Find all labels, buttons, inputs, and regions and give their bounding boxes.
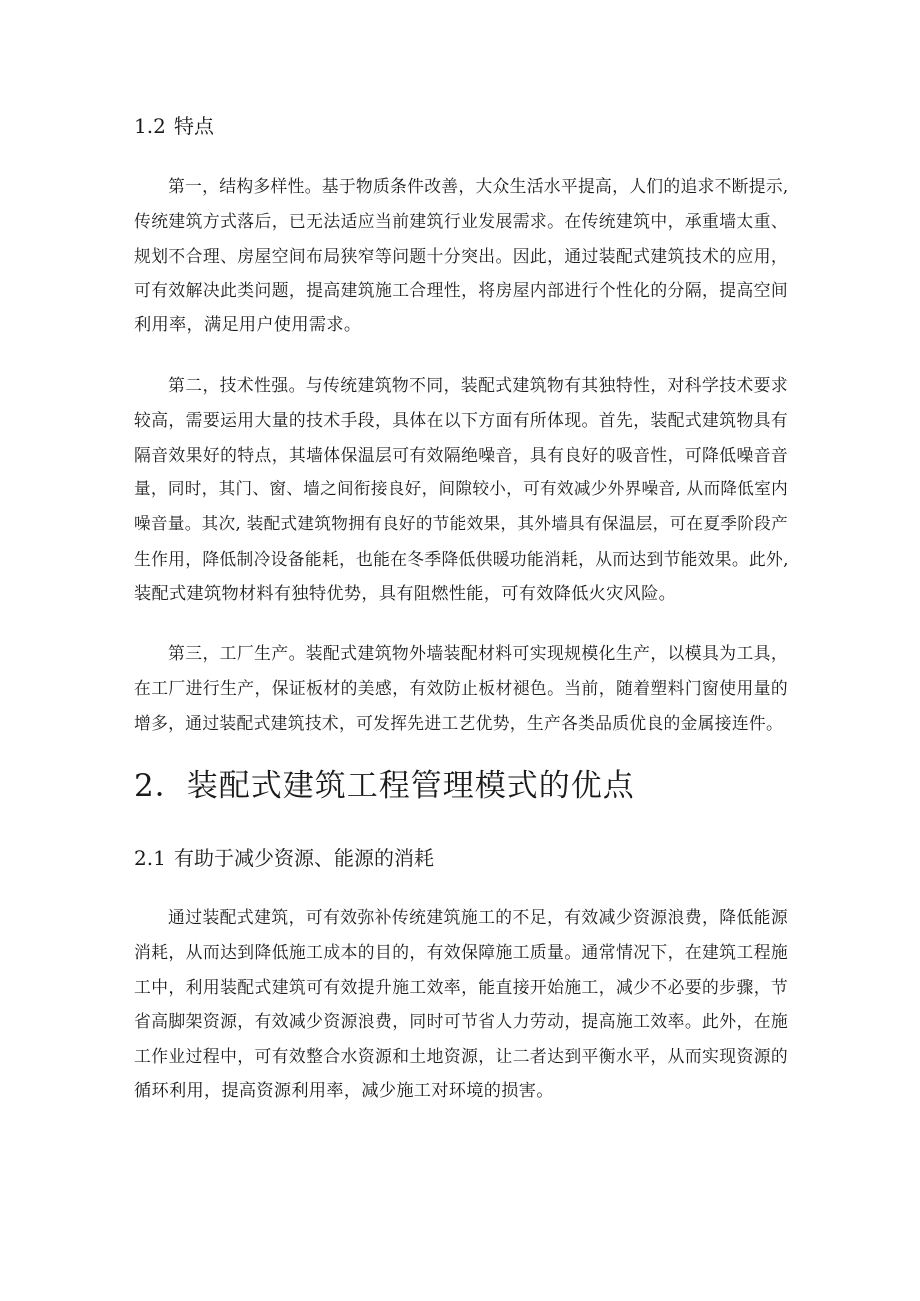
- text-line: 隔音效果好的特点，其墙体保温层可有效隔绝噪音，具有良好的吸音性，可降低噪音音: [134, 444, 788, 465]
- text-line: 增多，通过装配式建筑技术，可发挥先进工艺优势，生产各类品质优良的金属接连件。: [134, 712, 784, 733]
- text-line: 装配式建筑物材料有独特优势，具有阻燃性能，可有效降低火灾风险。: [134, 583, 677, 604]
- section-title: 特点: [174, 114, 214, 138]
- text-line: 可有效解决此类问题，提高建筑施工合理性，将房屋内部进行个性化的分隔，提高空间: [134, 280, 788, 301]
- section-title: 有助于减少资源、能源的消耗: [174, 846, 434, 870]
- text-line: 利用率，满足用户使用需求。: [134, 315, 362, 336]
- section-number: 2.1: [134, 846, 166, 870]
- section-heading-2-1: [134, 845, 434, 871]
- text-line: 省高脚架资源，有效减少资源浪费，同时可节省人力劳动，提高施工效率。此外，在施: [134, 1011, 788, 1032]
- text-line: 生作用，降低制冷设备能耗，也能在冬季降低供暖功能消耗，从而达到节能效果。此外,: [134, 548, 789, 569]
- text-line: 较高，需要运用大量的技术手段，具体在以下方面有所体现。首先，装配式建筑物具有: [134, 409, 788, 430]
- chapter-heading-2: 2．装配式建筑工程管理模式的优点: [134, 768, 635, 804]
- text-line: 规划不合理、房屋空间布局狭窄等问题十分突出。因此，通过装配式建筑技术的应用，: [134, 245, 788, 266]
- text-line: 第一，结构多样性。基于物质条件改善，大众生活水平提高，人们的追求不断提示,: [168, 176, 789, 196]
- text-line: 传统建筑方式落后，已无法适应当前建筑行业发展需求。在传统建筑中，承重墙太重、: [134, 210, 788, 231]
- section-number: 1.2: [134, 114, 166, 138]
- text-line: 工作业过程中，可有效整合水资源和土地资源，让二者达到平衡水平，从而实现资源的: [134, 1046, 788, 1067]
- paragraph-factory: [134, 636, 788, 740]
- text-line: 量，同时，其门、窗、墙之间衔接良好，间隙较小，可有效减少外界噪音, 从而降低室内: [134, 479, 788, 499]
- text-line: 第三，工厂生产。装配式建筑物外墙装配材料可实现规模化生产，以模具为工具，: [168, 643, 788, 663]
- section-heading-1-2: [134, 113, 214, 139]
- paragraph-structure-diversity: [134, 169, 788, 343]
- paragraph-technical: [134, 368, 788, 612]
- text-line: 第二，技术性强。与传统建筑物不同，装配式建筑物有其独特性，对科学技术要求: [168, 375, 788, 395]
- text-line: 工中，利用装配式建筑可有效提升施工效率，能直接开始施工，减少不必要的步骤，节: [134, 976, 788, 997]
- text-line: 在工厂进行生产，保证板材的美感，有效防止板材褪色。当前，随着塑料门窗使用量的: [134, 677, 788, 698]
- text-line: 噪音量。其次, 装配式建筑物拥有良好的节能效果，其外墙具有保温层，可在夏季阶段产: [134, 514, 788, 534]
- paragraph-resource-saving: [134, 900, 788, 1109]
- text-line: 通过装配式建筑，可有效弥补传统建筑施工的不足，有效减少资源浪费，降低能源: [168, 907, 788, 927]
- text-line: 循环利用，提高资源利用率，减少施工对环境的损害。: [134, 1080, 554, 1101]
- text-line: 消耗，从而达到降低施工成本的目的，有效保障施工质量。通常情况下，在建筑工程施: [134, 941, 788, 962]
